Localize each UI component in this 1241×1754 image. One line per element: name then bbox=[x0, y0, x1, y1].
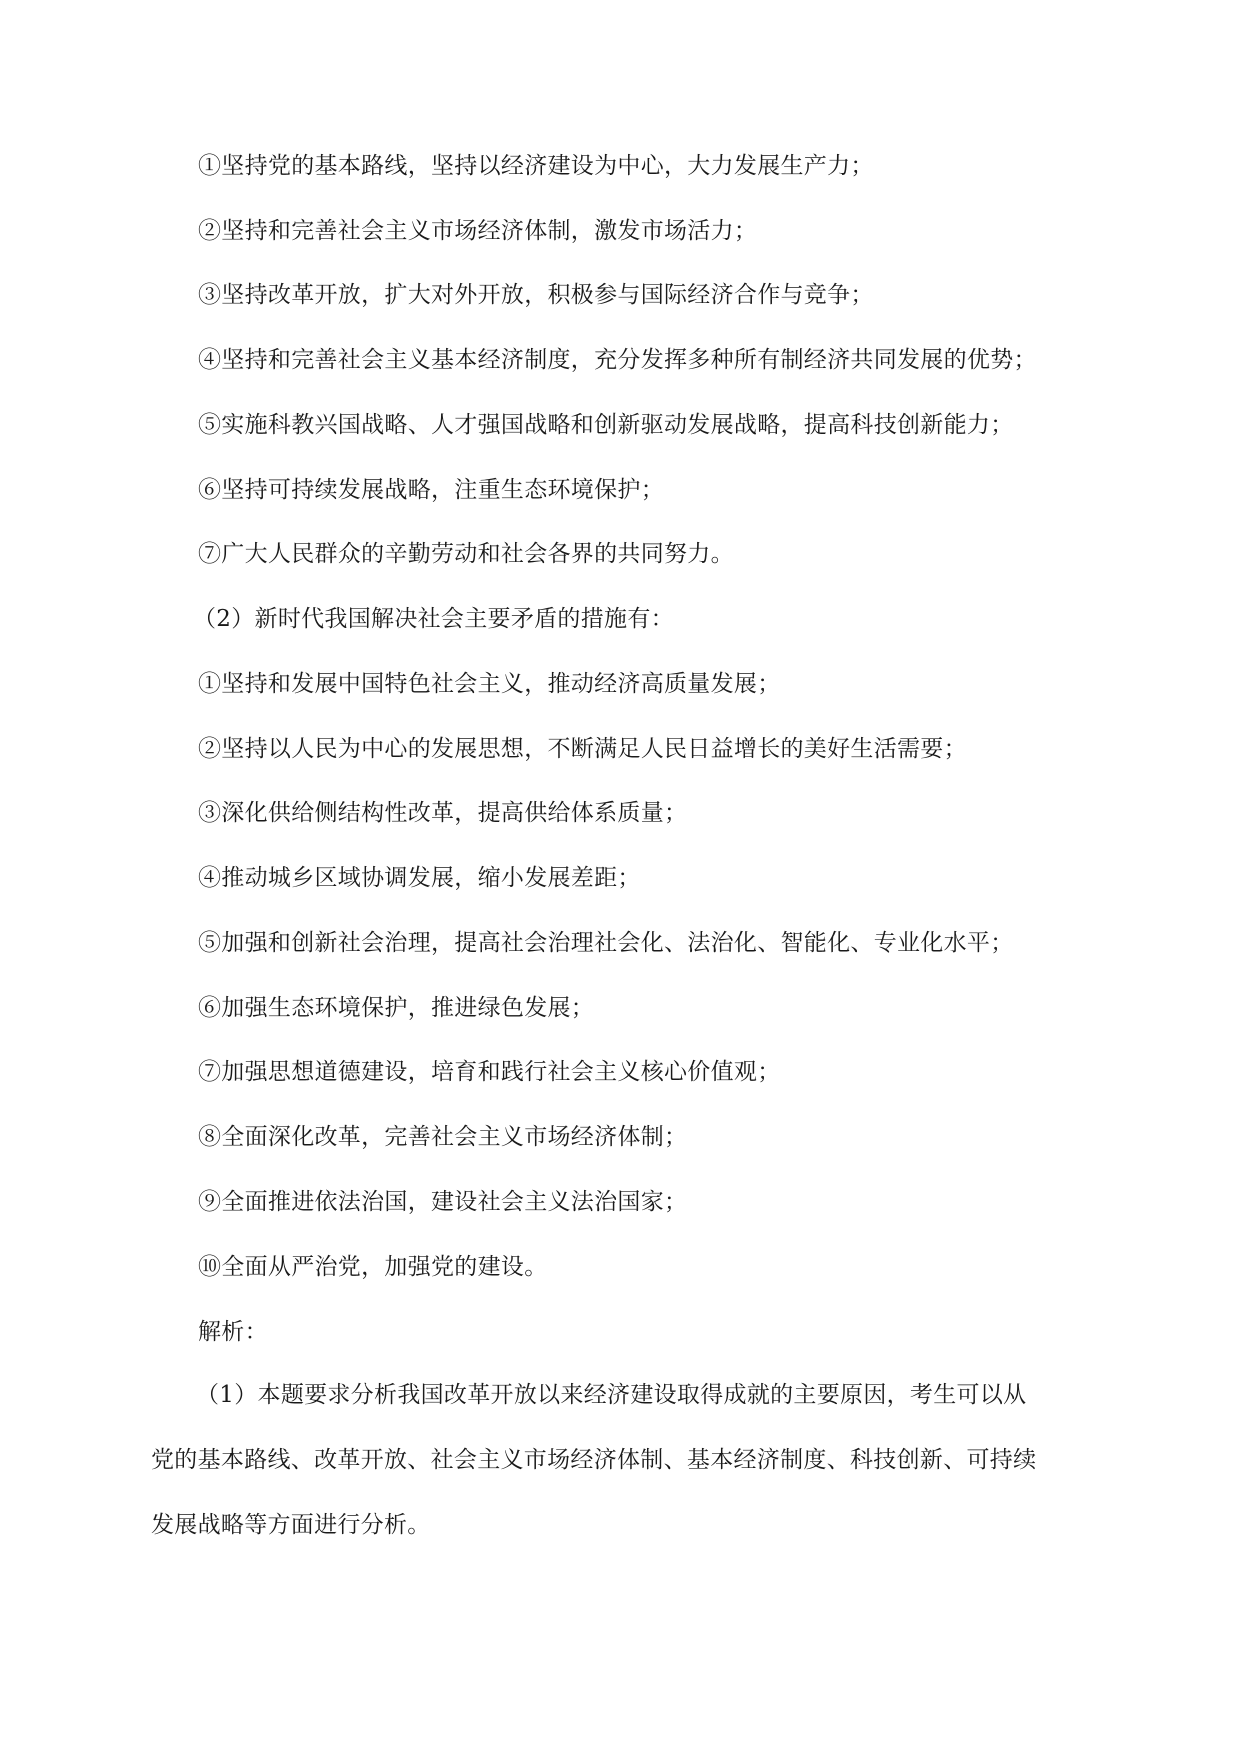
part2-item-5: ⑤加强和创新社会治理，提高社会治理社会化、法治化、智能化、专业化水平； bbox=[198, 930, 1014, 956]
part1-item-3: ③坚持改革开放，扩大对外开放，积极参与国际经济合作与竞争； bbox=[198, 282, 874, 308]
part1-item-6: ⑥坚持可持续发展战略，注重生态环境保护； bbox=[198, 477, 664, 503]
part1-item-4: ④坚持和完善社会主义基本经济制度，充分发挥多种所有制经济共同发展的优势； bbox=[198, 347, 1037, 373]
part1-item-7: ⑦广大人民群众的辛勤劳动和社会各界的共同努力。 bbox=[198, 541, 734, 567]
part1-item-1: ①坚持党的基本路线，坚持以经济建设为中心，大力发展生产力； bbox=[198, 153, 874, 179]
part2-heading: （2）新时代我国解决社会主要矛盾的措施有： bbox=[193, 606, 674, 632]
analysis-line-1: （1）本题要求分析我国改革开放以来经济建设取得成就的主要原因，考生可以从 bbox=[196, 1382, 1027, 1408]
part2-item-4: ④推动城乡区域协调发展，缩小发展差距； bbox=[198, 865, 641, 891]
part2-item-2: ②坚持以人民为中心的发展思想，不断满足人民日益增长的美好生活需要； bbox=[198, 736, 967, 762]
part2-item-7: ⑦加强思想道德建设，培育和践行社会主义核心价值观； bbox=[198, 1059, 781, 1085]
analysis-line-2: 党的基本路线、改革开放、社会主义市场经济体制、基本经济制度、科技创新、可持续 bbox=[151, 1447, 1037, 1473]
part2-item-9: ⑨全面推进依法治国，建设社会主义法治国家； bbox=[198, 1189, 688, 1215]
analysis-line-3: 发展战略等方面进行分析。 bbox=[151, 1512, 431, 1538]
part1-item-2: ②坚持和完善社会主义市场经济体制，激发市场活力； bbox=[198, 218, 758, 244]
part2-item-10: ⑩全面从严治党，加强党的建设。 bbox=[198, 1254, 548, 1280]
part2-item-3: ③深化供给侧结构性改革，提高供给体系质量； bbox=[198, 800, 688, 826]
part1-item-5: ⑤实施科教兴国战略、人才强国战略和创新驱动发展战略，提高科技创新能力； bbox=[198, 412, 1014, 438]
analysis-label: 解析： bbox=[198, 1319, 268, 1345]
part2-item-8: ⑧全面深化改革，完善社会主义市场经济体制； bbox=[198, 1124, 688, 1150]
part2-item-6: ⑥加强生态环境保护，推进绿色发展； bbox=[198, 995, 595, 1021]
part2-item-1: ①坚持和发展中国特色社会主义，推动经济高质量发展； bbox=[198, 671, 781, 697]
